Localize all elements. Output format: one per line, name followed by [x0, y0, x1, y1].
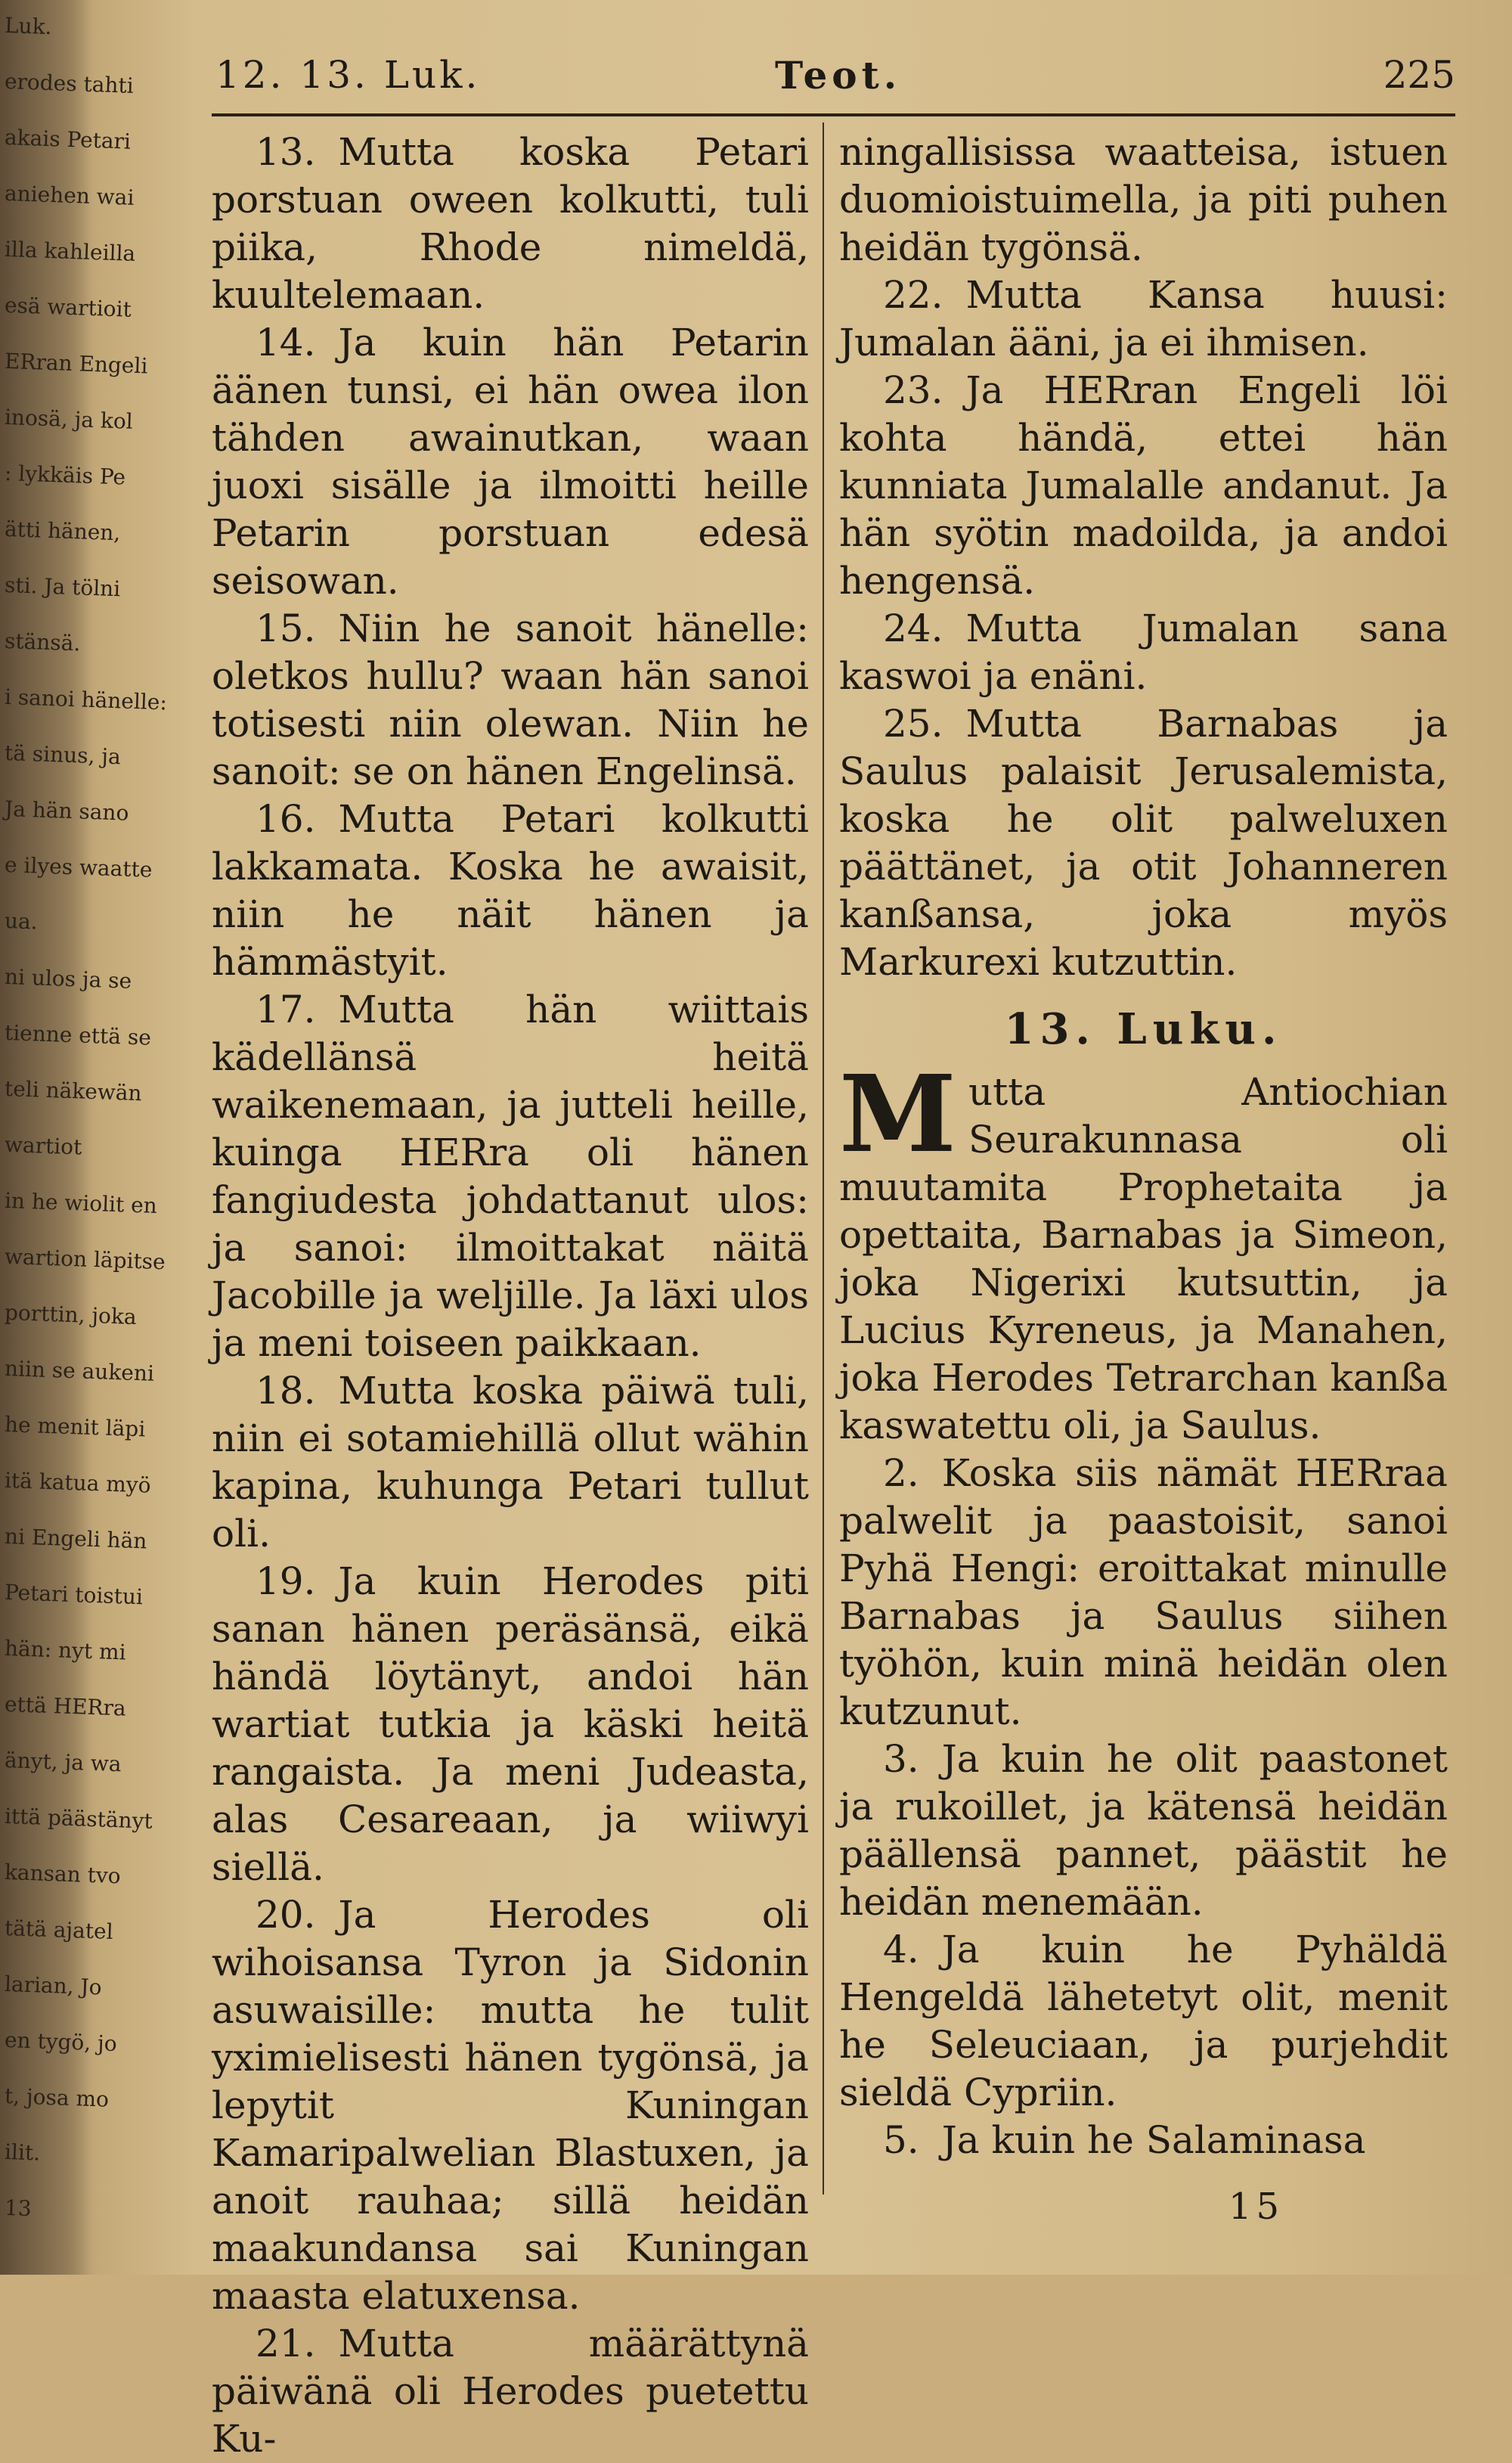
verse-text: Mutta Barnabas ja Saulus palaisit Jerusalemista, koska he olit palweluxen päättänet, ja otit Johanneren kanßansa, joka myös Markurexi kutzuttin. — [839, 702, 1448, 984]
verse-text: utta Antiochian Seurakunnasa oli muutamita Prophetaita ja opettaita, Barnabas ja Simeon, joka Nigerixi kutsuttin, ja Lucius Kyreneus, ja Manahen, joka Herodes Tetrarchan kanßa kaswatettu oli, ja Saulus. — [839, 1070, 1448, 1447]
edge-text-fragment: niin se aukeni — [4, 1355, 155, 1386]
verse — [212, 1891, 809, 2320]
verse-number: 21. — [256, 2322, 316, 2365]
edge-text-fragment: ua. — [4, 907, 39, 935]
verse — [839, 271, 1448, 367]
verse-number: 17. — [256, 988, 316, 1031]
verse — [212, 605, 809, 796]
edge-text-fragment: ni Engeli hän — [4, 1523, 147, 1554]
verse-number: 3. — [883, 1737, 919, 1781]
verse-text: Mutta määrättynä päiwänä oli Herodes puetettu Ku- — [212, 2322, 809, 2461]
edge-text-fragment: Petari toistui — [4, 1579, 144, 1610]
edge-text-fragment: in he wiolit en — [4, 1187, 158, 1218]
edge-text-fragment: 13 — [4, 2195, 33, 2222]
verse-number: 15. — [256, 606, 316, 650]
verse-text: Ja kuin he olit paastonet ja rukoillet, ja kätensä heidän päällensä pannet, päästit he heidän menemään. — [839, 1737, 1448, 1924]
edge-text-fragment: akais Petari — [4, 124, 132, 154]
verse-number: 13. — [256, 130, 316, 174]
edge-text-fragment: stänsä. — [4, 628, 81, 656]
edge-text-fragment: Ja hän sano — [4, 796, 129, 826]
verse-text: Niin he sanoit hänelle: oletkos hullu? waan hän sanoi totisesti niin olewan. Niin he sanoit: se on hänen Engelinsä. — [212, 606, 809, 793]
edge-text-fragment: larian, Jo — [4, 1971, 103, 2000]
header-rule — [212, 113, 1455, 116]
edge-text-fragment: erodes tahti — [4, 68, 135, 98]
verse-continuation — [839, 129, 1448, 271]
edge-text-fragment: tä sinus, ja — [4, 740, 122, 770]
verse-number: 20. — [256, 1893, 316, 1937]
verse-number: 19. — [256, 1559, 316, 1603]
verse-text: Mutta Jumalan sana kaswoi ja enäni. — [839, 606, 1448, 698]
edge-text-fragment: wartiot — [4, 1131, 82, 1160]
edge-text-fragment: tätä ajatel — [4, 1915, 114, 1944]
edge-text-fragment: esä wartioit — [4, 292, 132, 322]
signature-mark: 15 — [1228, 2185, 1284, 2228]
edge-text-fragment: e ilyes waatte — [4, 852, 153, 883]
verse-text: Mutta Petari kolkutti lakkamata. Koska he awaisit, niin he näit hänen ja hämmästyit. — [212, 797, 809, 984]
edge-text-fragment: ni ulos ja se — [4, 963, 132, 994]
verse-number: 4. — [883, 1928, 919, 1971]
edge-text-fragment: aniehen wai — [4, 180, 135, 210]
verse-text: Ja HERran Engeli löi kohta händä, ettei hän kunniata Jumalalle andanut. Ja hän syötin madoilda, ja andoi hengensä. — [839, 368, 1448, 603]
edge-text-fragment: porttin, joka — [4, 1299, 138, 1330]
edge-text-fragment: t, josa mo — [4, 2083, 110, 2112]
left-column — [212, 129, 809, 2461]
edge-text-fragment: itä katua myö — [4, 1467, 152, 1498]
previous-page-edge — [0, 0, 168, 2275]
verse-number: 25. — [883, 702, 943, 746]
verse — [212, 796, 809, 986]
verse-number: 24. — [883, 606, 943, 650]
edge-text-fragment: ittä päästänyt — [4, 1803, 153, 1834]
verse — [839, 1450, 1448, 1736]
verse-text: Ja kuin Herodes piti sanan hänen peräsänsä, eikä händä löytänyt, andoi hän wartiat tutkia ja käski heitä rangaista. Ja meni Judeasta, alas Cesareaan, ja wiiwyi siellä. — [212, 1559, 809, 1889]
edge-text-fragment: he menit läpi — [4, 1411, 146, 1442]
verse-number: 23. — [883, 368, 943, 412]
verse — [839, 367, 1448, 605]
verse-text: Ja kuin hän Petarin äänen tunsi, ei hän owea ilon tähden awainutkan, waan juoxi sisälle ja ilmoitti heille Petarin porstuan edesä seisowan. — [212, 321, 809, 603]
page-number: 225 — [1383, 53, 1455, 97]
verse-text: Ja kuin he Salaminasa — [941, 2118, 1366, 2162]
edge-text-fragment: ERran Engeli — [4, 348, 148, 379]
verse-text: Ja Herodes oli wihoisansa Tyron ja Sidonin asuwaisille: mutta he tulit yximielisesti hänen tygönsä, ja lepytit Kuningan Kamaripalwelian Blastuxen, ja anoit rauhaa; sillä heidän maakundansa sai Kuningan maasta elatuxensa. — [212, 1893, 809, 2318]
edge-text-fragment: en tygö, jo — [4, 2027, 118, 2057]
drop-cap: M — [839, 1053, 956, 1177]
verse-text: Mutta koska päiwä tuli, niin ei sotamiehillä ollut wähin kapina, kuhunga Petari tullut oli. — [212, 1369, 809, 1556]
verse-text: Mutta koska Petari porstuan oween kolkutti, tuli piika, Rhode nimeldä, kuultelemaan. — [212, 130, 809, 317]
column-divider — [823, 123, 824, 2195]
verse — [212, 986, 809, 1367]
verse — [212, 1558, 809, 1891]
edge-text-fragment: että HERra — [4, 1691, 127, 1721]
verse-text: Koska siis nämät HERraa palwelit ja paastoisit, sanoi Pyhä Hengi: eroittakat minulle Barnabas ja Saulus siihen työhön, kuin minä heidän olen kutzunut. — [839, 1451, 1448, 1733]
edge-text-fragment: inosä, ja kol — [4, 404, 134, 434]
edge-text-fragment: i sanoi hänelle: — [4, 684, 168, 715]
edge-text-fragment: ilit. — [4, 2139, 41, 2166]
verse-number: 18. — [256, 1369, 316, 1413]
verse — [839, 1926, 1448, 2117]
verse — [839, 2117, 1448, 2164]
verse-text: Ja kuin he Pyhäldä Hengeldä lähetetyt olit, menit he Seleuciaan, ja purjehdit sieldä Cypriin. — [839, 1928, 1448, 2114]
verse-number: 2. — [883, 1451, 919, 1495]
verse — [839, 700, 1448, 986]
verse — [839, 1736, 1448, 1926]
verse — [212, 2320, 809, 2463]
chapter-heading: 13. Luku. — [1004, 1004, 1283, 1054]
verse-text: ningallisissa waatteisa, istuen duomioistuimella, ja piti puhen heidän tygönsä. — [839, 130, 1448, 269]
header-book-title: Teot. — [775, 53, 902, 98]
edge-text-fragment: ätti hänen, — [4, 516, 121, 546]
verse — [212, 129, 809, 319]
verse — [212, 319, 809, 605]
running-header — [215, 47, 1455, 103]
verse — [839, 605, 1448, 700]
verse-text: Mutta hän wiittais kädellänsä heitä waikenemaan, ja jutteli heille, kuinga HERra oli hänen fangiudesta johdattanut ulos: ja sanoi: ilmoittakat näitä Jacobille ja weljille. Ja läxi ulos ja meni toiseen paikkaan. — [212, 988, 809, 1365]
edge-text-fragment: : lykkäis Pe — [4, 460, 126, 490]
edge-text-fragment: sti. Ja tölni — [4, 572, 121, 602]
chapter-opening-verse — [839, 1053, 1448, 1450]
verse — [212, 1367, 809, 1558]
header-chapter-ref: 12. 13. Luk. — [215, 53, 481, 97]
verse-number: 14. — [256, 321, 316, 364]
edge-text-fragment: kansan tvo — [4, 1859, 122, 1889]
edge-text-fragment: wartion läpitse — [4, 1243, 166, 1275]
verse-number: 22. — [883, 273, 943, 317]
edge-text-fragment: tienne että se — [4, 1019, 152, 1050]
edge-text-fragment: Luk. — [4, 12, 53, 40]
verse-number: 5. — [883, 2118, 919, 2162]
edge-text-fragment: illa kahleilla — [4, 236, 136, 266]
verse-text: Mutta Kansa huusi: Jumalan ääni, ja ei ihmisen. — [839, 273, 1448, 364]
verse-number: 16. — [256, 797, 316, 841]
edge-text-fragment: änyt, ja wa — [4, 1747, 122, 1777]
edge-text-fragment: hän: nyt mi — [4, 1635, 127, 1665]
right-column — [839, 129, 1448, 2193]
edge-text-fragment: teli näkewän — [4, 1075, 143, 1106]
